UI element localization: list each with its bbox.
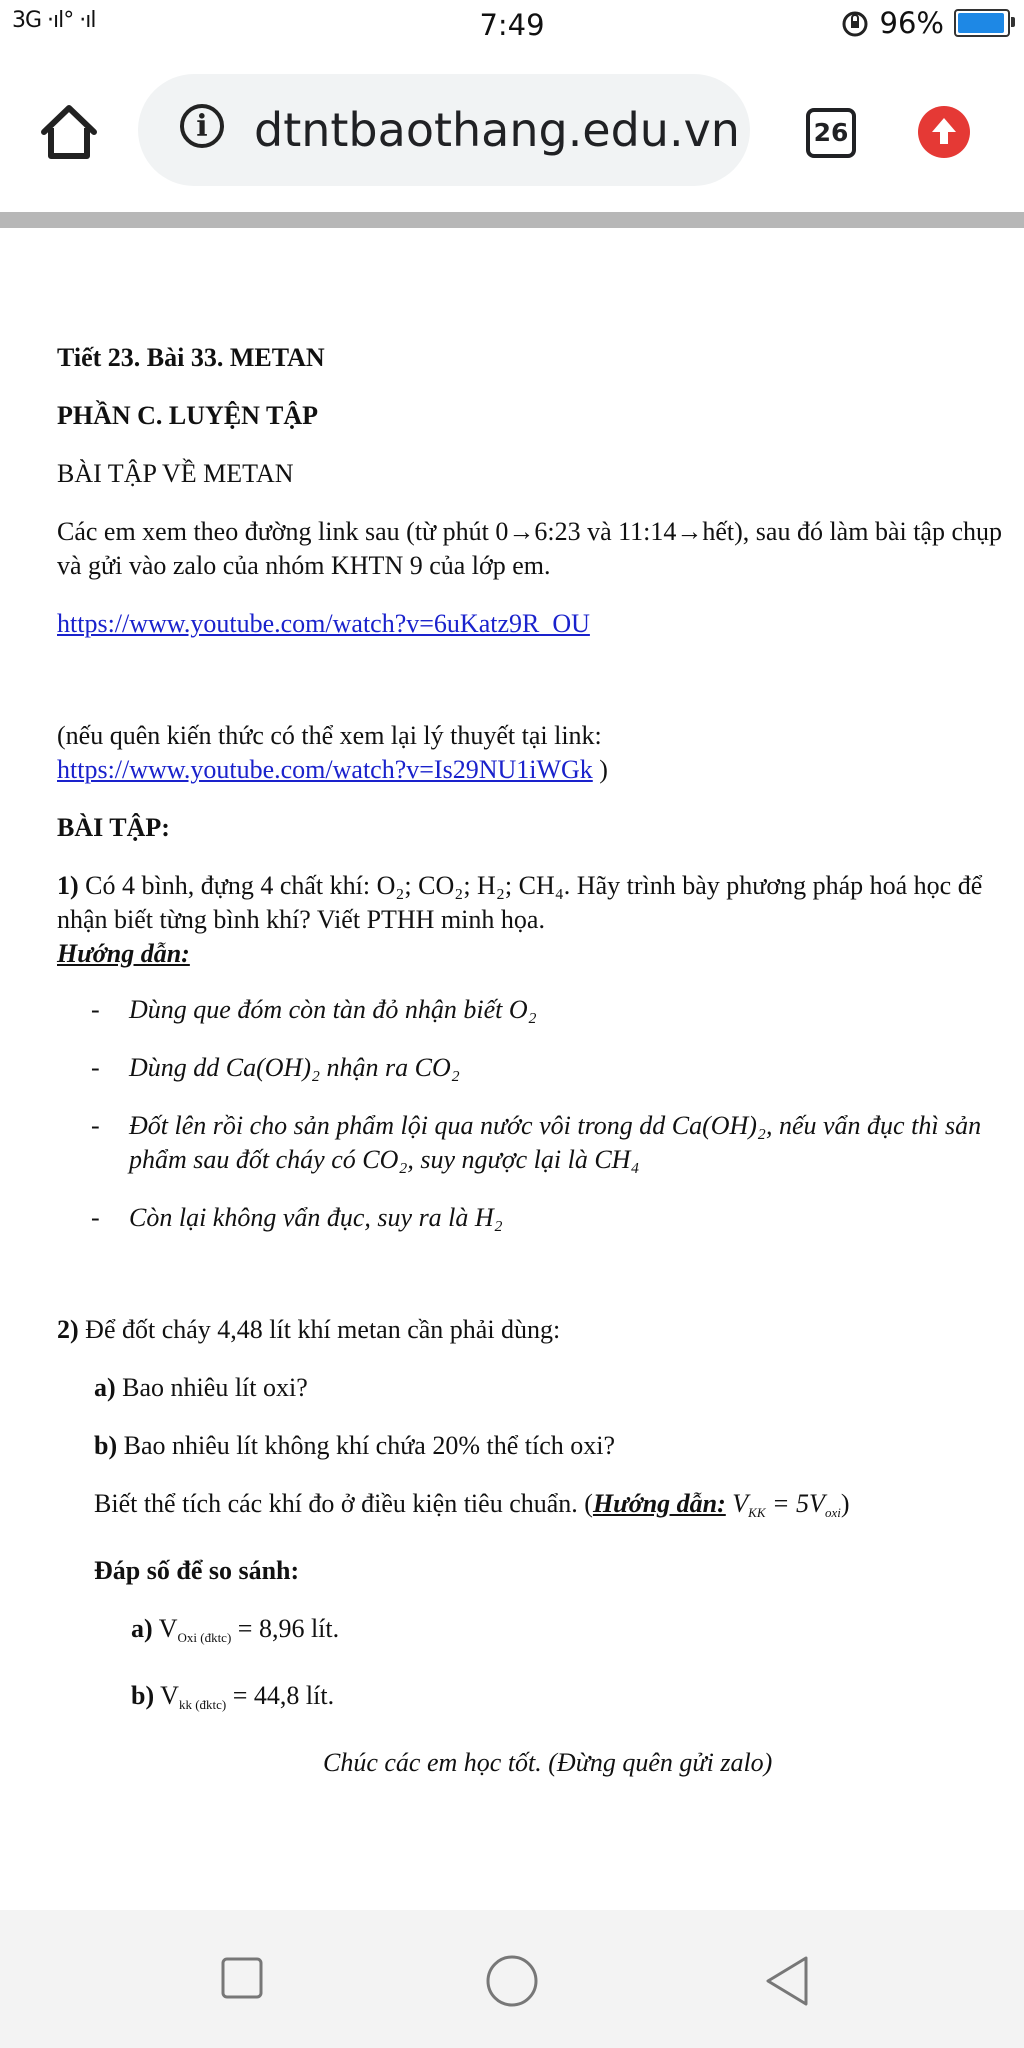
formula [732, 1489, 841, 1518]
lesson-title: Tiết 23. Bài 33. METAN [57, 343, 325, 372]
url-text[interactable] [254, 100, 746, 160]
closing-note: Chúc các em học tốt. (Đừng quên gửi zalo) [323, 1748, 773, 1777]
question-2a-text: Bao nhiêu lít oxi? [122, 1373, 308, 1402]
question-2-text: Để đốt cháy 4,48 lít khí metan cần phải dùng: [85, 1315, 561, 1344]
review-note: (nếu quên kiến thức có thể xem lại lý thuyết tại link: [57, 721, 602, 750]
answer-b-label: b) [131, 1681, 155, 1710]
answer-a-value: = 8,96 lít. [231, 1614, 340, 1643]
battery-icon [954, 9, 1010, 37]
signal-icon: 3G ·ıl° ·ıl [12, 8, 96, 33]
question-1 [57, 869, 1017, 937]
site-info-icon[interactable]: i [180, 104, 224, 148]
note-close: ) [840, 1489, 850, 1518]
question-2a [57, 1371, 1017, 1405]
status-right [840, 6, 1010, 40]
question-2-number: 2) [57, 1315, 79, 1344]
question-2a-label: a) [94, 1373, 116, 1402]
answer-a-label: a) [131, 1614, 153, 1643]
question-1-number: 1) [57, 871, 79, 900]
question-1-text: Có 4 bình, đựng 4 chất khí: O₂; CO₂; H₂; CH₄. Hãy trình bày phương pháp hoá học để nhận biết từng bình khí? Viết PTHH minh họa. [57, 871, 983, 934]
guide-list [57, 993, 1017, 1235]
guide-label: Hướng dẫn: [57, 939, 190, 968]
answer-a [57, 1612, 1017, 1655]
tab-switcher-button[interactable]: 26 [806, 108, 856, 158]
video-link[interactable]: https://www.youtube.com/watch?v=6uKatz9R_OU [57, 609, 590, 638]
status-bar [0, 0, 1024, 52]
note-guide-label: Hướng dẫn: [592, 1489, 726, 1518]
exercise-heading: BÀI TẬP: [57, 813, 170, 842]
theory-link[interactable]: https://www.youtube.com/watch?v=Is29NU1iWGk [57, 755, 593, 784]
subsection-title: BÀI TẬP VỀ METAN [57, 459, 294, 488]
recent-apps-icon[interactable] [220, 1956, 264, 2000]
home-icon[interactable] [38, 102, 100, 162]
formula-oxi: oxi [824, 1505, 841, 1520]
browser-toolbar [0, 52, 1024, 212]
answer-a-sub: Oxi (đktc) [177, 1630, 232, 1645]
formula-kk: KK [748, 1505, 766, 1520]
update-button[interactable] [918, 106, 970, 158]
question-2b-text: Bao nhiêu lít không khí chứa 20% thể tích oxi? [123, 1431, 616, 1460]
formula-eq: = 5V [765, 1489, 825, 1518]
answer-b-sub: kk (đktc) [178, 1697, 227, 1712]
address-bar[interactable] [138, 74, 750, 186]
guide-item: - Đốt lên rồi cho sản phẩm lội qua nước vôi trong dd Ca(OH)₂, nếu vẩn đục thì sản phẩm sau đốt cháy có CO₂, suy ngược lại là CH₄ [57, 1109, 1017, 1177]
battery-percent: 96% [879, 6, 944, 40]
answer-a-v: V [158, 1614, 178, 1643]
alarm-icon [840, 8, 870, 38]
arrow-up-icon [918, 106, 970, 158]
answer-heading: Đáp số để so sánh: [94, 1556, 300, 1585]
question-2b-label: b) [94, 1431, 118, 1460]
question-2b [57, 1429, 1017, 1463]
guide-item: - Dùng dd Ca(OH)₂ nhận ra CO₂ [57, 1051, 1017, 1085]
answer-b-value: = 44,8 lít. [226, 1681, 335, 1710]
note-text: Biết thể tích các khí đo ở điều kiện tiêu chuẩn. ( [94, 1489, 593, 1518]
battery-level-fill [958, 13, 1004, 33]
formula-v: V [732, 1489, 749, 1518]
navigation-bar [0, 1910, 1024, 2048]
home-circle-icon[interactable] [485, 1954, 539, 2008]
url-value: dtntbaothang.edu.vn [254, 103, 740, 157]
answer-b-v: V [160, 1681, 179, 1710]
question-2-note [57, 1487, 1017, 1530]
page-divider [0, 212, 1024, 228]
document-body [57, 228, 1017, 1780]
guide-item: - Dùng que đóm còn tàn đỏ nhận biết O₂ [57, 993, 1017, 1027]
section-title: PHẦN C. LUYỆN TẬP [57, 401, 318, 430]
back-icon[interactable] [762, 1954, 812, 2008]
review-close: ) [599, 755, 608, 784]
intro-text: Các em xem theo đường link sau (từ phút 0→6:23 và 11:14→hết), sau đó làm bài tập chụp và gửi vào zalo của nhóm KHTN 9 của lớp em. [57, 517, 1003, 580]
answer-b [57, 1679, 1017, 1722]
status-time: 7:49 [479, 8, 545, 42]
question-2 [57, 1313, 1017, 1347]
guide-item: - Còn lại không vẩn đục, suy ra là H₂ [57, 1201, 1017, 1235]
